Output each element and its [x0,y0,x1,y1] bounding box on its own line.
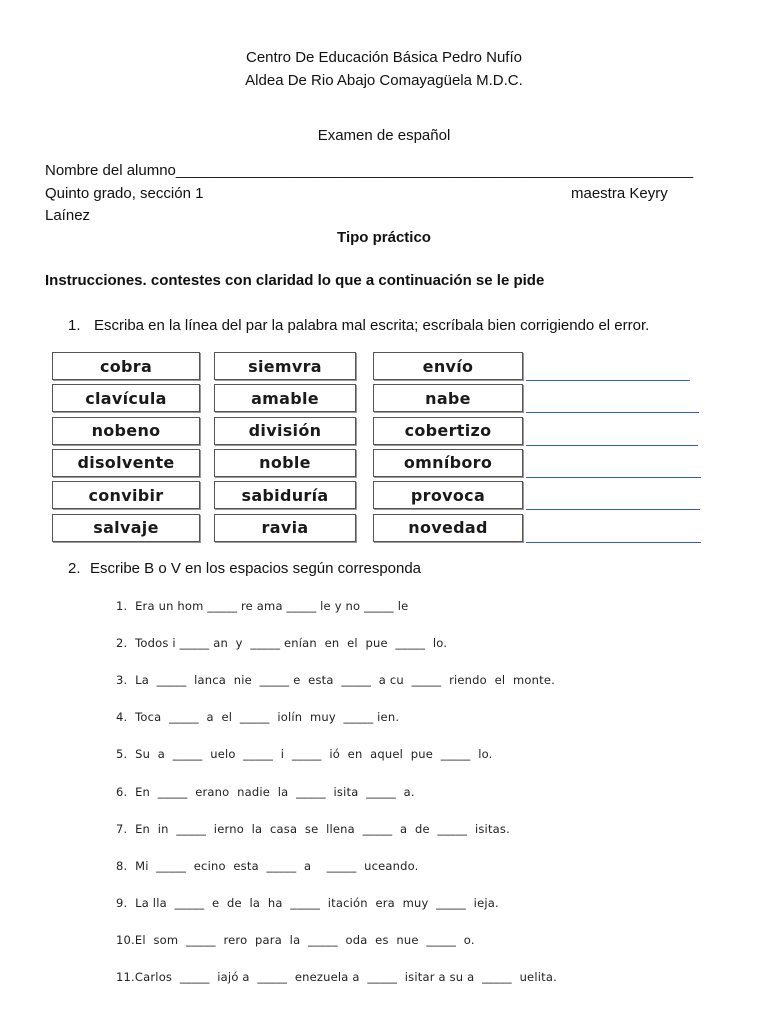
sentence-item: 10.El som _____ rero para la _____ oda es nue _____ o. [116,932,475,947]
word-box: cobra [52,352,200,380]
word-box: omníboro [373,449,523,477]
school-name: Centro De Educación Básica Pedro Nufío [246,49,522,66]
word-box: clavícula [52,384,200,412]
sentence-item: 7. En in _____ ierno la casa se llena _____ a de _____ isitas. [116,821,510,836]
answer-line[interactable] [526,477,701,478]
answer-line[interactable] [526,542,701,543]
answer-line[interactable] [526,509,700,510]
sentence-item: 5. Su a _____ uelo _____ i _____ ió en aquel pue _____ lo. [116,747,493,762]
sentence-item: 4. Toca _____ a el _____ iolín muy _____ ien. [116,710,400,725]
answer-line[interactable] [526,380,690,381]
sentence-item: 11.Carlos _____ iajó a _____ enezuela a _____ isitar a su a _____ uelita. [116,970,557,984]
word-box: sabiduría [214,481,356,509]
word-box: nabe [373,384,523,412]
exam-title: Examen de español [317,127,451,144]
question-2-number: 2. [68,560,81,577]
word-box: amable [214,384,356,412]
question-2-text: Escribe B o V en los espacios según corresponda [90,560,422,577]
answer-line[interactable] [526,445,698,446]
word-box: disolvente [52,449,200,477]
question-1-number: 1. [68,317,81,334]
word-box: convibir [52,481,200,509]
word-box: novedad [373,514,523,542]
instructions: Instrucciones. contestes con claridad lo que a continuación se le pide [45,272,545,289]
teacher-surname: Laínez [45,207,91,224]
exam-type: Tipo práctico [337,229,431,246]
word-box: nobeno [52,417,200,445]
word-box: envío [373,352,523,380]
school-address: Aldea De Rio Abajo Comayagüela M.D.C. [245,72,523,89]
sentence-item: 2. Todos i _____ an y _____ enían en el pue _____ lo. [116,636,448,651]
word-box: provoca [373,481,523,509]
word-box: salvaje [52,514,200,542]
sentence-item: 3. La _____ lanca nie _____ e esta _____ a cu _____ riendo el monte. [116,673,555,688]
word-box: siemvra [214,352,356,380]
sentence-item: 9. La lla _____ e de la ha _____ itación era muy _____ ieja. [116,895,499,910]
answer-line[interactable] [526,412,699,413]
grade-section: Quinto grado, sección 1 [45,185,204,202]
sentence-item: 8. Mi _____ ecino esta _____ a _____ uceando. [116,858,419,873]
teacher-name: maestra Keyry [571,185,668,202]
question-1-text: Escriba en la línea del par la palabra mal escrita; escríbala bien corrigiendo el error. [94,317,650,334]
sentence-item: 1. Era un hom _____ re ama _____ le y no _____ le [116,599,409,613]
word-box: división [214,417,356,445]
sentence-item: 6. En _____ erano nadie la _____ isita _____ a. [116,784,415,799]
word-box: noble [214,449,356,477]
student-name-line: Nombre del alumno______________________________________________________________ [45,162,694,179]
word-box: ravia [214,514,356,542]
word-box: cobertizo [373,417,523,445]
